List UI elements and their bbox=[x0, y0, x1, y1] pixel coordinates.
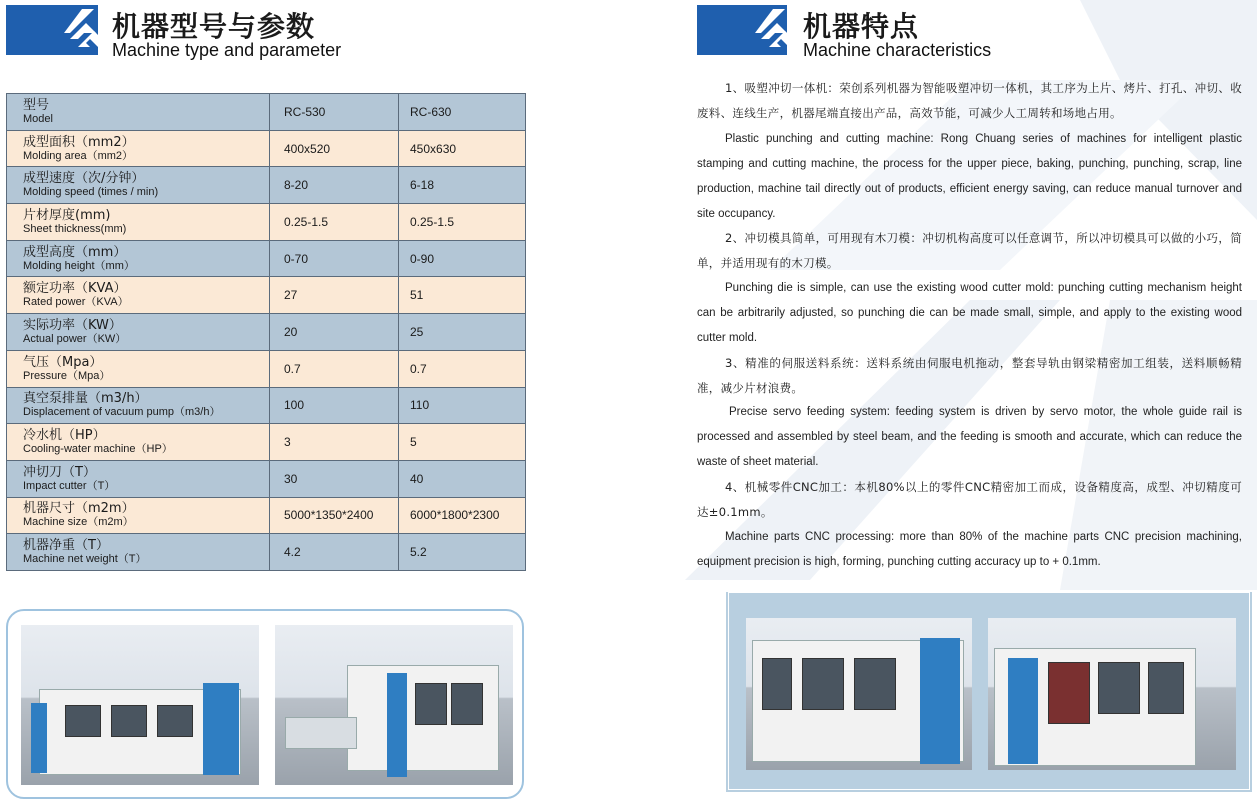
rc530-value-cell bbox=[270, 424, 399, 461]
rc630-value: 0.25-1.5 bbox=[410, 214, 455, 229]
param-name-cell bbox=[7, 350, 270, 387]
rc530-value-cell bbox=[270, 167, 399, 204]
param-name-cell bbox=[7, 130, 270, 167]
feature-1-cn: 1、吸塑冲切一体机：荣创系列机器为智能吸塑冲切一体机，其工序为上片、烤片、打孔、冲切、收废料、连线生产，机器尾端直接出产品，高效节能，可减少人工周转和场地占用。 bbox=[697, 81, 1242, 120]
rc530-value: 3 bbox=[284, 435, 291, 450]
parameter-table bbox=[6, 93, 526, 571]
rc530-value-cell bbox=[270, 387, 399, 424]
table-row bbox=[7, 534, 526, 571]
rc530-value: 0-70 bbox=[284, 251, 309, 266]
param-name-cell bbox=[7, 387, 270, 424]
param-name-en: Pressure（Mpa） bbox=[23, 369, 111, 382]
feature-4-en: Machine parts CNC processing: more than 80% of the machine parts CNC precision machining, equipment precision is high, forming, punching cutting accuracy up to + 0.1mm. bbox=[697, 531, 1242, 568]
table-row bbox=[7, 130, 526, 167]
table-row bbox=[7, 497, 526, 534]
param-name-en: Molding area（mm2） bbox=[23, 149, 134, 162]
param-name-en: Model bbox=[23, 112, 53, 125]
rc630-value-cell bbox=[399, 314, 526, 351]
machine-photos-left bbox=[6, 609, 524, 799]
rc630-value: 110 bbox=[410, 398, 430, 413]
rc630-value: 51 bbox=[410, 288, 424, 303]
rc530-value: 5000*1350*2400 bbox=[284, 508, 374, 523]
param-name-cell bbox=[7, 424, 270, 461]
rc630-value-cell bbox=[399, 240, 526, 277]
feature-3-cn: 3、精准的伺服送料系统：送料系统由伺服电机拖动，整套导轨由钢梁精密加工组装，送料顺畅精准，减少片材浪费。 bbox=[697, 356, 1242, 395]
param-name-cn: 额定功率（KVA） bbox=[23, 281, 127, 297]
param-name-cn: 型号 bbox=[23, 97, 50, 113]
rc530-value: 4.2 bbox=[284, 545, 301, 560]
table-row bbox=[7, 167, 526, 204]
rc630-value: 5.2 bbox=[410, 545, 427, 560]
param-name-cn: 冲切刀（T） bbox=[23, 464, 96, 480]
param-name-cell bbox=[7, 314, 270, 351]
rc530-value-cell bbox=[270, 240, 399, 277]
param-name-en: Machine size（m2m） bbox=[23, 516, 134, 529]
table-row bbox=[7, 314, 526, 351]
rc530-value: 30 bbox=[284, 471, 298, 486]
rc630-value: 0.7 bbox=[410, 361, 427, 376]
rc530-value-cell bbox=[270, 460, 399, 497]
rc630-value: RC-630 bbox=[410, 104, 452, 119]
machine-photo-1 bbox=[21, 625, 259, 785]
feature-3-en: Precise servo feeding system: feeding system is driven by servo motor, the whole guide rail is processed and assembled by steel beam, and the feeding is smooth and accurate, which can reduce the waste of sheet material. bbox=[697, 406, 1242, 468]
param-name-cell bbox=[7, 460, 270, 497]
rc630-value: 450x630 bbox=[410, 141, 457, 156]
rc630-value-cell bbox=[399, 424, 526, 461]
rc530-value-cell bbox=[270, 314, 399, 351]
brand-logo-icon bbox=[751, 7, 797, 53]
table-row bbox=[7, 460, 526, 497]
rc630-value-cell bbox=[399, 497, 526, 534]
rc530-value: 27 bbox=[284, 288, 298, 303]
rc530-value: 20 bbox=[284, 324, 298, 339]
rc630-value-cell bbox=[399, 460, 526, 497]
param-name-cn: 片材厚度(mm) bbox=[23, 207, 111, 223]
param-name-en: Actual power（KW） bbox=[23, 332, 127, 345]
rc630-value-cell bbox=[399, 94, 526, 131]
param-name-en: Impact cutter（T） bbox=[23, 479, 116, 492]
param-name-cell bbox=[7, 94, 270, 131]
characteristics-title-cn: 机器特点 bbox=[803, 10, 920, 43]
param-name-cn: 实际功率（KW） bbox=[23, 317, 122, 333]
rc530-value: 400x520 bbox=[284, 141, 331, 156]
rc630-value-cell bbox=[399, 387, 526, 424]
rc630-value-cell bbox=[399, 204, 526, 241]
param-name-en: Displacement of vacuum pump（m3/h） bbox=[23, 406, 221, 419]
param-name-cn: 气压（Mpa） bbox=[23, 354, 103, 370]
table-row bbox=[7, 350, 526, 387]
machine-photo-3 bbox=[746, 618, 972, 770]
characteristics-header bbox=[697, 5, 1077, 60]
rc530-value-cell bbox=[270, 130, 399, 167]
rc530-value-cell bbox=[270, 497, 399, 534]
param-name-en: Machine net weight（T） bbox=[23, 553, 147, 566]
rc630-value-cell bbox=[399, 167, 526, 204]
feature-1-en: Plastic punching and cutting machine: Rong Chuang series of machines for intelligent plastic stamping and cutting machine, the process for the upper piece, baking, punching, punching, scrap, line production, machine tail directly out of products, efficient energy saving, can reduce manual turnover and site occupancy. bbox=[697, 133, 1242, 220]
param-name-cell bbox=[7, 534, 270, 571]
param-name-cn: 成型高度（mm） bbox=[23, 244, 127, 260]
parameter-header bbox=[6, 5, 406, 60]
rc630-value: 5 bbox=[410, 435, 417, 450]
param-name-cn: 真空泵排量（m3/h） bbox=[23, 391, 148, 407]
rc530-value: 0.7 bbox=[284, 361, 301, 376]
rc630-value-cell bbox=[399, 350, 526, 387]
feature-2-en: Punching die is simple, can use the existing wood cutter mold: punching cutting mechanism height can be arbitrarily adjusted, so punching die can be made small, simple, and apply to the existing wood cutter mold. bbox=[697, 282, 1242, 344]
feature-2-cn: 2、冲切模具简单，可用现有木刀模：冲切机构高度可以任意调节，所以冲切模具可以做的小巧，简单，并适用现有的木刀模。 bbox=[697, 231, 1242, 270]
param-name-cell bbox=[7, 277, 270, 314]
param-name-en: Molding speed (times / min) bbox=[23, 186, 159, 199]
machine-photos-right bbox=[726, 592, 1252, 792]
rc530-value: 100 bbox=[284, 398, 305, 413]
param-name-cell bbox=[7, 167, 270, 204]
rc530-value: 8-20 bbox=[284, 178, 309, 193]
param-name-cn: 机器净重（T） bbox=[23, 538, 109, 554]
rc530-value-cell bbox=[270, 277, 399, 314]
rc530-value: 0.25-1.5 bbox=[284, 214, 329, 229]
rc630-value-cell bbox=[399, 277, 526, 314]
rc530-value-cell bbox=[270, 350, 399, 387]
rc630-value-cell bbox=[399, 130, 526, 167]
param-name-cell bbox=[7, 240, 270, 277]
table-row bbox=[7, 277, 526, 314]
rc630-value: 6000*1800*2300 bbox=[410, 508, 500, 523]
rc630-value: 25 bbox=[410, 324, 424, 339]
rc630-value: 40 bbox=[410, 471, 424, 486]
param-name-cell bbox=[7, 204, 270, 241]
feature-4-cn: 4、机械零件CNC加工：本机80%以上的零件CNC精密加工而成，设备精度高，成型、冲切精度可达±0.1mm。 bbox=[697, 480, 1242, 519]
param-name-cn: 成型面积（mm2） bbox=[23, 134, 135, 150]
param-name-cell bbox=[7, 497, 270, 534]
rc630-value: 0-90 bbox=[410, 251, 435, 266]
param-name-cn: 成型速度（次/分钟） bbox=[23, 171, 145, 187]
machine-photo-2 bbox=[275, 625, 513, 785]
param-name-en: Molding height（mm） bbox=[23, 259, 135, 272]
param-name-cn: 冷水机（HP） bbox=[23, 428, 106, 444]
table-row bbox=[7, 94, 526, 131]
rc530-value: RC-530 bbox=[284, 104, 326, 119]
brand-logo-icon bbox=[60, 7, 106, 53]
table-row bbox=[7, 387, 526, 424]
table-row bbox=[7, 204, 526, 241]
characteristics-title-en: Machine characteristics bbox=[803, 40, 992, 60]
table-row bbox=[7, 240, 526, 277]
param-name-en: Sheet thickness(mm) bbox=[23, 222, 127, 235]
machine-photo-4 bbox=[988, 618, 1236, 770]
rc630-value: 6-18 bbox=[410, 178, 435, 193]
param-name-en: Rated power（KVA） bbox=[23, 296, 129, 309]
table-row bbox=[7, 424, 526, 461]
right-page bbox=[640, 0, 1257, 807]
rc630-value-cell bbox=[399, 534, 526, 571]
parameter-title-cn: 机器型号与参数 bbox=[112, 10, 316, 43]
rc530-value-cell bbox=[270, 204, 399, 241]
param-name-cn: 机器尺寸（m2m） bbox=[23, 501, 135, 517]
param-name-en: Cooling-water machine（HP） bbox=[23, 443, 173, 456]
rc530-value-cell bbox=[270, 534, 399, 571]
rc530-value-cell bbox=[270, 94, 399, 131]
parameter-title-en: Machine type and parameter bbox=[112, 40, 342, 60]
